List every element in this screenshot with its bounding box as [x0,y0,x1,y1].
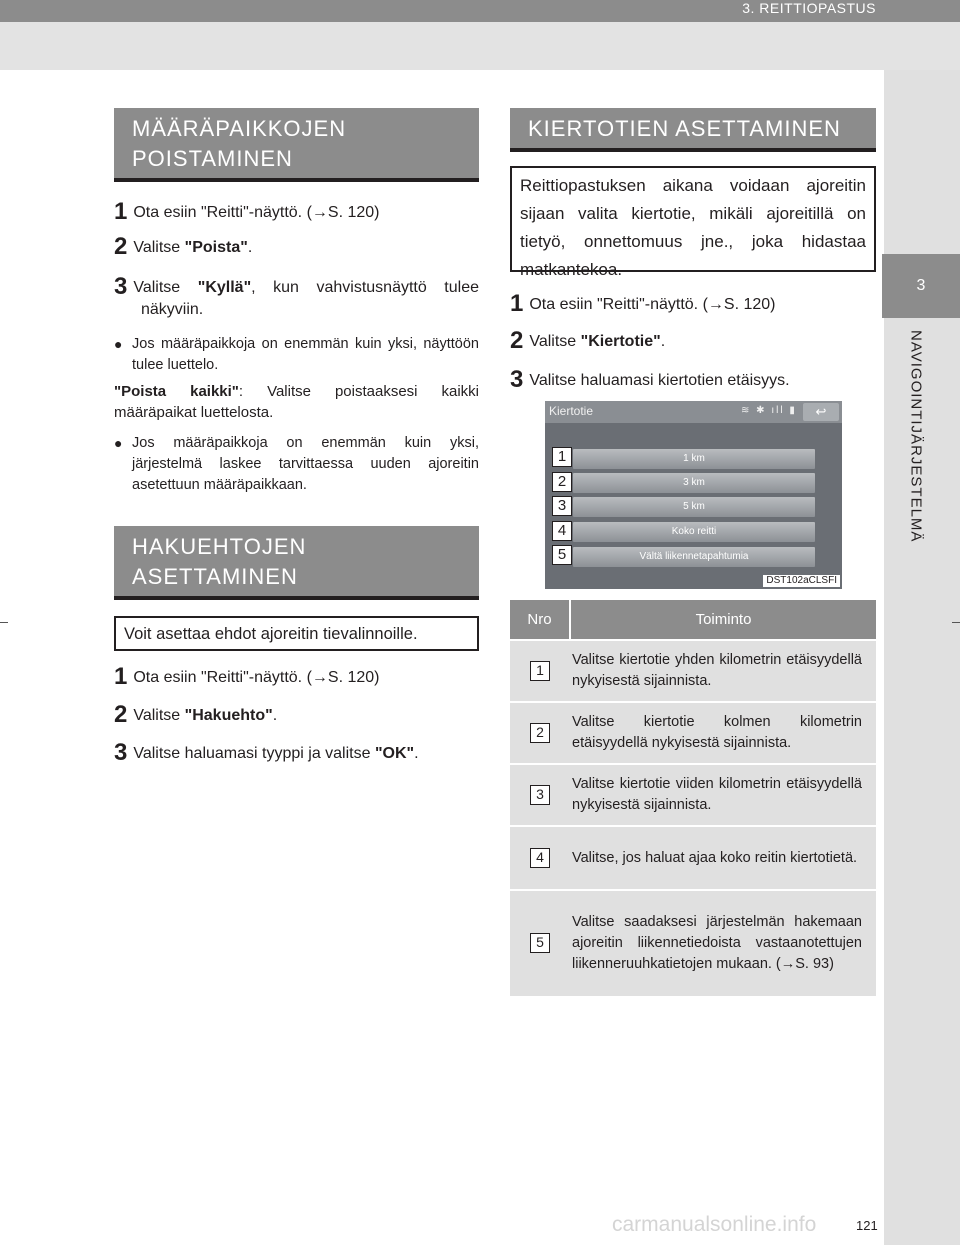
row-number: 1 [530,661,550,681]
chapter-number-tab: 3 [882,254,960,318]
option-whole-route: Koko reitti [573,522,815,542]
screen-title-bar [545,401,842,423]
bullet-note: ● Jos määräpaikkoja on enemmän kuin yksi, järjestelmä laskee tarvittaessa uuden ajoreitin asetettuun määräpaikkaan. [114,435,479,493]
step-1: 1 Ota esiin "Reitti"-näyttö. (→S. 120) [510,290,776,317]
table-row [510,764,876,826]
figure-code: DST102aCLSFI [763,575,840,587]
function-table [510,600,876,996]
step-3: 3 Valitse haluamasi tyyppi ja valitse "OK". [114,739,419,766]
table-header [510,600,876,640]
paragraph-remove-all: "Poista kaikki": Valitse poistaaksesi kaikki määräpaikat luettelosta. [114,383,479,421]
option-5km: 5 km [573,497,815,517]
header-band [0,22,960,70]
chapter-title-vertical: NAVIGOINTIJÄRJESTELMÄ [907,330,925,543]
page-number: 121 [856,1218,878,1233]
option-avoid-traffic: Vältä liikennetapahtumia [573,547,815,567]
row-description: Valitse kiertotie viiden kilometrin etäisyydellä nykyisestä sijainnista. [570,764,876,826]
row-number: 4 [530,848,550,868]
crop-mark [952,622,960,623]
row-description: Valitse kiertotie yhden kilometrin etäisyydellä nykyisestä sijainnista. [570,640,876,702]
section-heading-remove-destinations: MÄÄRÄPAIKKOJEN POISTAMINEN [114,108,479,178]
table-row [510,640,876,702]
option-1km: 1 km [573,449,815,469]
table-row [510,890,876,996]
info-box: Reittiopastuksen aikana voidaan ajoreitin sijaan valita kiertotie, mikäli ajoreitillä on tietyö, onnettomuus jne., joka hidastaa matkantekoa. [510,166,876,272]
table-row [510,826,876,890]
bullet-note: ● Jos määräpaikkoja on enemmän kuin yksi, näyttöön tulee luettelo. [114,336,479,373]
option-3km: 3 km [573,473,815,493]
step-1: 1 Ota esiin "Reitti"-näyttö. (→S. 120) [114,663,380,690]
screen-title: Kiertotie [549,404,594,418]
callout-5: 5 [552,545,572,565]
row-description: Valitse, jos haluat ajaa koko reitin kiertotietä. [570,826,876,890]
row-description: Valitse kiertotie kolmen kilometrin etäisyydellä nykyisestä sijainnista. [570,702,876,764]
column-header: Toiminto [570,600,876,640]
callout-3: 3 [552,496,572,516]
chapter-heading: 3. REITTIOPASTUS [742,0,876,16]
crop-mark [0,622,8,623]
watermark: carmanualsonline.info [612,1213,817,1236]
callout-2: 2 [552,472,572,492]
step-3: 3 Valitse haluamasi kiertotien etäisyys. [510,366,790,393]
step-2: 2 Valitse "Hakuehto". [114,701,278,728]
row-number: 3 [530,785,550,805]
row-description: Valitse saadaksesi järjestelmän hakemaan ajoreitin liikennetiedoista vastaanotettujen liikenneruuhkatietojen mukaan. (→S. 93) [570,890,876,996]
info-box: Voit asettaa ehdot ajoreitin tievalinnoille. [114,616,479,651]
column-header: Nro [510,600,570,640]
detour-screen-screenshot [545,401,842,589]
callout-1: 1 [552,447,572,467]
row-number: 2 [530,723,550,743]
top-bar [0,0,960,22]
step-2: 2 Valitse "Kiertotie". [510,327,666,354]
step-3: 3 Valitse "Kyllä", kun vahvistusnäyttö tulee näkyviin. [114,273,479,318]
table-row [510,702,876,764]
callout-4: 4 [552,521,572,541]
status-icons: ≋ ✱ ıll ▮ [741,405,797,416]
side-band [882,70,960,1245]
back-icon: ↩ [803,403,839,421]
section-heading-detour: KIERTOTIEN ASETTAMINEN [510,108,876,148]
row-number: 5 [530,933,550,953]
step-2: 2 Valitse "Poista". [114,233,253,260]
section-heading-search-conditions: HAKUEHTOJEN ASETTAMINEN [114,526,479,596]
step-1: 1 Ota esiin "Reitti"-näyttö. (→S. 120) [114,198,380,225]
